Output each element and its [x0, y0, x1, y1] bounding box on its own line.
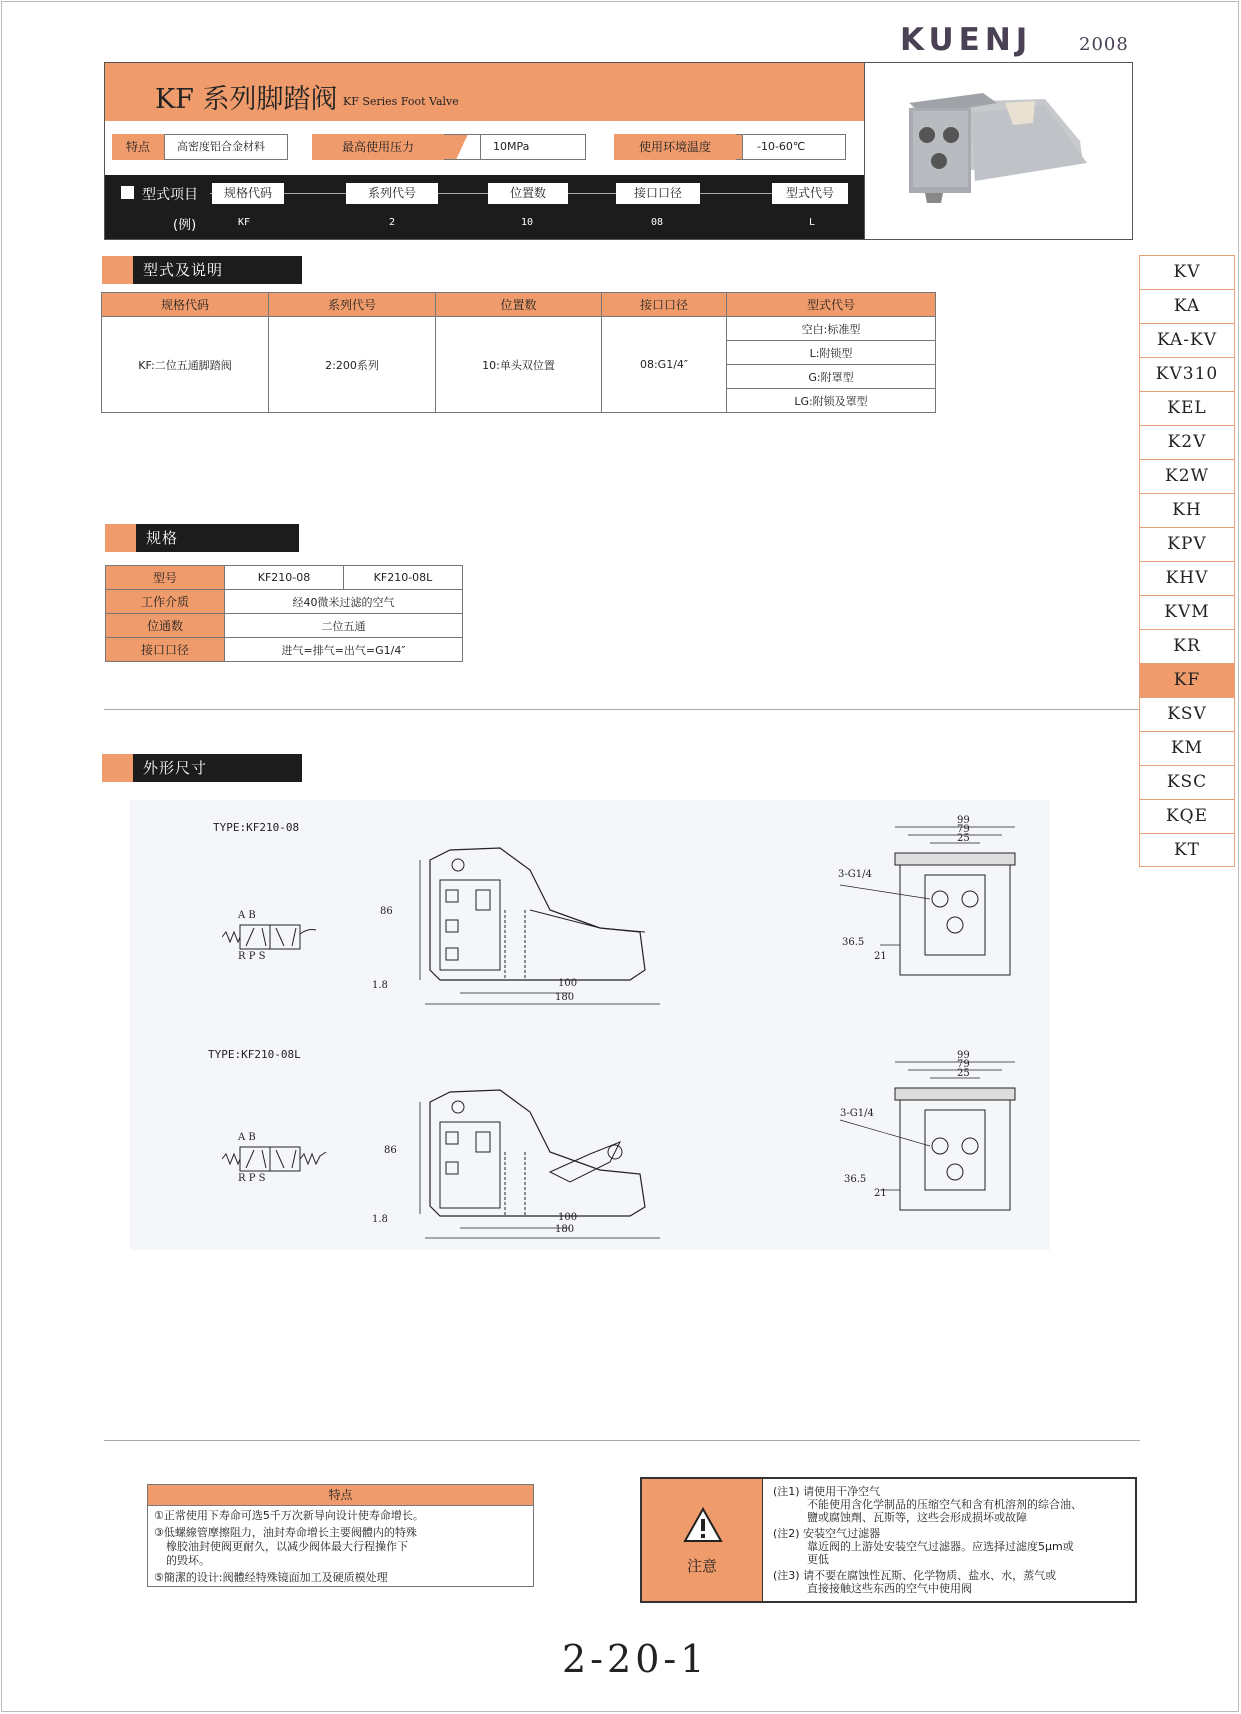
- table-label: 接口口径: [106, 638, 225, 662]
- side-nav-item[interactable]: K2V: [1139, 425, 1235, 459]
- spec-table: [105, 565, 463, 662]
- section-heading-specs: 规格: [105, 524, 299, 552]
- side-nav-item-active[interactable]: KF: [1139, 663, 1235, 697]
- table-label: 工作介质: [106, 590, 225, 614]
- side-nav-item[interactable]: KV: [1139, 255, 1235, 289]
- note-body: 更低: [807, 1553, 829, 1566]
- foot-valve-image: [865, 63, 1133, 239]
- dimension-label: 79: [957, 1059, 970, 1070]
- table-row: [106, 638, 463, 662]
- side-nav-item[interactable]: KPV: [1139, 527, 1235, 561]
- side-nav-item[interactable]: KA-KV: [1139, 323, 1235, 357]
- side-nav-item[interactable]: KM: [1139, 731, 1235, 765]
- side-nav-item[interactable]: K2W: [1139, 459, 1235, 493]
- table-row: [106, 614, 463, 638]
- features-box: [147, 1484, 534, 1587]
- table-cell: 进气=排气=出气=G1/4″: [225, 638, 463, 662]
- dimension-label: 1.8: [372, 980, 388, 991]
- temperature-value: -10-60℃: [742, 134, 846, 160]
- model-value-spec: KF: [238, 217, 251, 228]
- table-row: [106, 590, 463, 614]
- valve-symbol-icon: [222, 922, 322, 952]
- feature-label: 特点: [112, 134, 164, 160]
- note-body: 鹽或腐蚀劑、瓦斯等，这些会形成损坏或故障: [807, 1511, 1027, 1524]
- section-heading-types: 型式及说明: [102, 256, 302, 284]
- model-example-label: (例): [173, 218, 197, 233]
- temperature-label: 使用环境温度: [614, 134, 736, 160]
- section-heading-dimensions: 外形尺寸: [102, 754, 302, 782]
- symbol-port-labels: R P S: [238, 1173, 266, 1184]
- side-nav-item[interactable]: KT: [1139, 833, 1235, 867]
- feature-item: 的毁坏。: [166, 1554, 210, 1567]
- caution-label: 注意: [686, 1557, 717, 1575]
- model-value-port: 08: [651, 217, 664, 228]
- feature-value: 高密度铝合金材料: [164, 134, 288, 160]
- table-header: 接口口径: [602, 293, 727, 317]
- dimension-label: 25: [957, 833, 970, 844]
- dimension-label: 180: [555, 1224, 575, 1235]
- side-nav-item[interactable]: KR: [1139, 629, 1235, 663]
- drawing-type-label: TYPE:KF210-08L: [208, 1048, 301, 1061]
- model-box-series: 系列代号: [346, 183, 438, 204]
- feature-item: ⑤簡潔的设计:阀體经特殊镜面加工及硬质模处理: [154, 1571, 388, 1584]
- table-header-row: [102, 293, 936, 317]
- dimension-label: 100: [558, 1212, 578, 1223]
- side-nav-item[interactable]: KV310: [1139, 357, 1235, 391]
- brand-year: 2008: [1079, 34, 1129, 55]
- feature-item: ③低螺線管摩擦阻力，油封寿命增长主要阀體内的特殊: [154, 1526, 417, 1539]
- valve-symbol-icon: [222, 1144, 332, 1174]
- model-box-spec: 规格代码: [212, 183, 284, 204]
- model-value-type: L: [809, 217, 816, 228]
- table-header: 规格代码: [102, 293, 269, 317]
- note-body: 靠近阀的上游处安装空气过滤器。应选择过滤度5μm或: [807, 1540, 1074, 1553]
- table-cell: KF210-08L: [344, 566, 463, 590]
- note-body: 不能使用含化学制品的压缩空气和含有机溶剂的综合油、: [807, 1498, 1082, 1511]
- note-body: 直接接触这些东西的空气中使用阀: [807, 1582, 972, 1595]
- dimension-label: 21: [874, 951, 887, 962]
- type-table: [101, 292, 936, 413]
- side-nav-item[interactable]: KSC: [1139, 765, 1235, 799]
- note-heading: (注3) 请不要在腐蚀性瓦斯、化学物质、盐水、水，蒸气或: [773, 1569, 1057, 1582]
- divider: [104, 709, 1140, 710]
- page-title: KF 系列脚踏阀: [155, 84, 338, 115]
- side-nav-item[interactable]: KA: [1139, 289, 1235, 323]
- side-nav-item[interactable]: KHV: [1139, 561, 1235, 595]
- dimension-label: 79: [957, 824, 970, 835]
- product-photo: [864, 63, 1132, 239]
- table-header: 型式代号: [727, 293, 936, 317]
- pneumatic-symbol: [222, 910, 322, 970]
- dimension-label: 100: [558, 978, 578, 989]
- side-nav: [1139, 255, 1235, 867]
- front-view-drawing: [830, 815, 1040, 985]
- feature-item: 橡胶油封使阀更耐久，以减少阀体最大行程操作下: [166, 1540, 408, 1553]
- table-label: 型号: [106, 566, 225, 590]
- table-header: 位置数: [436, 293, 602, 317]
- max-pressure-label: 最高使用压力: [312, 134, 444, 160]
- table-cell: G:附罩型: [727, 365, 936, 389]
- front-view-drawing-lock: [830, 1050, 1040, 1220]
- side-view-drawing-lock: [372, 1082, 710, 1252]
- page-number: 2-20-1: [562, 1637, 709, 1681]
- table-cell: 空白:标准型: [727, 317, 936, 341]
- table-cell: L:附锁型: [727, 341, 936, 365]
- side-nav-item[interactable]: KQE: [1139, 799, 1235, 833]
- table-cell: KF:二位五通脚踏阀: [102, 317, 269, 413]
- symbol-port-labels: A B: [238, 1132, 256, 1143]
- table-row: [102, 317, 936, 341]
- warning-triangle-icon: [683, 1507, 723, 1543]
- table-cell: 08:G1/4″: [602, 317, 727, 413]
- table-label: 位通数: [106, 614, 225, 638]
- caution-label-cell: [642, 1479, 763, 1601]
- divider: [104, 1440, 1140, 1441]
- caution-box: [640, 1477, 1137, 1603]
- front-view-icon: [830, 815, 1040, 985]
- dimension-label: 25: [957, 1068, 970, 1079]
- bullet-square-icon: [121, 186, 134, 199]
- side-nav-item[interactable]: KEL: [1139, 391, 1235, 425]
- table-cell: 10:单头双位置: [436, 317, 602, 413]
- model-code-title: 型式项目: [142, 187, 198, 203]
- table-cell: LG:附锁及罩型: [727, 389, 936, 413]
- model-box-port: 接口口径: [616, 183, 700, 204]
- side-nav-item[interactable]: KH: [1139, 493, 1235, 527]
- symbol-port-labels: R P S: [238, 951, 266, 962]
- max-pressure-value: 10MPa: [480, 134, 586, 160]
- side-nav-item[interactable]: KSV: [1139, 697, 1235, 731]
- model-box-positions: 位置数: [488, 183, 568, 204]
- dimension-label: 180: [555, 992, 575, 1003]
- model-value-series: 2: [389, 217, 396, 228]
- side-nav-item[interactable]: KVM: [1139, 595, 1235, 629]
- drawing-type-label: TYPE:KF210-08: [213, 821, 300, 834]
- dimension-label: 1.8: [372, 1214, 388, 1225]
- table-header: 系列代号: [269, 293, 436, 317]
- table-cell: 二位五通: [225, 614, 463, 638]
- table-cell: KF210-08: [225, 566, 344, 590]
- dimension-label: 86: [380, 906, 393, 917]
- front-view-icon: [830, 1050, 1040, 1220]
- dimension-label: 3-G1/4: [840, 1108, 874, 1119]
- note-heading: (注2) 安装空气过滤器: [773, 1527, 881, 1540]
- dimension-label: 21: [874, 1188, 887, 1199]
- dimension-label: 36.5: [844, 1174, 867, 1185]
- dimension-label: 99: [957, 815, 970, 826]
- slant-decoration: [444, 134, 480, 160]
- model-value-positions: 10: [521, 217, 534, 228]
- dimension-label: 99: [957, 1050, 970, 1061]
- brand-logo: KUENJ: [900, 22, 1033, 58]
- table-cell: 经40微米过滤的空气: [225, 590, 463, 614]
- dimension-label: 3-G1/4: [838, 869, 872, 880]
- table-row: [106, 566, 463, 590]
- dimension-label: 36.5: [842, 937, 865, 948]
- side-view-drawing: [372, 840, 710, 1020]
- note-heading: (注1) 请使用干净空气: [773, 1485, 881, 1498]
- table-cell: 2:200系列: [269, 317, 436, 413]
- feature-item: ①正常使用下寿命可选5千万次新导向设计使寿命增长。: [154, 1509, 424, 1522]
- pneumatic-symbol-lock: [222, 1132, 332, 1192]
- model-box-type: 型式代号: [772, 183, 848, 204]
- symbol-port-labels: A B: [238, 910, 256, 921]
- page-subtitle: KF Series Foot Valve: [343, 95, 459, 108]
- dimension-label: 86: [384, 1145, 397, 1156]
- features-box-title: 特点: [148, 1485, 533, 1506]
